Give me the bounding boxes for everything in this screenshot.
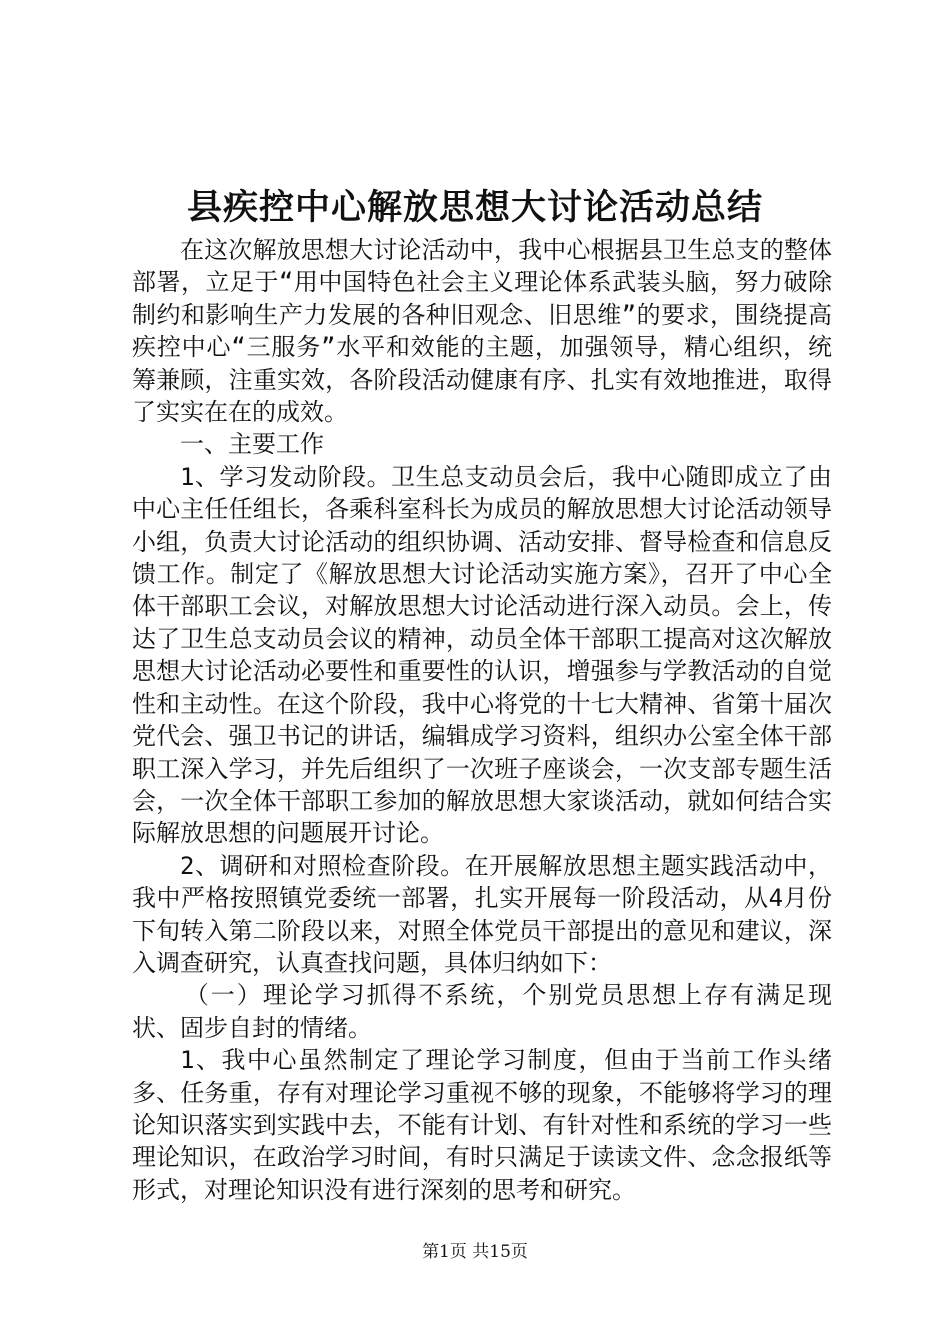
paragraph-intro: 在这次解放思想大讨论活动中，我中心根据县卫生总支的整体部署，立足于“用中国特色社会主义理论体系武装头脑，努力破除制约和影响生产力发展的各种旧观念、旧思维”的要求，围绕提高疾控中心“三服务”水平和效能的主题，加强领导，精心组织，统筹兼顾，注重实效，各阶段活动健康有序、扎实有效地推进，取得了实实在在的成效。 xyxy=(132,236,832,427)
paragraph-issue-1: （一）理论学习抓得不系统，个别党员思想上存有满足现状、固步自封的情绪。 xyxy=(132,981,832,1042)
section-heading-main-work: 一、主要工作 xyxy=(180,430,324,459)
document-body xyxy=(132,234,832,1206)
paragraph-stage-2: 2、调研和对照检查阶段。在开展解放思想主题实践活动中，我中严格按照镇党委统一部署，扎实开展每一阶段活动，从4月份下旬转入第二阶段以来，对照全体党员干部提出的意见和建议，深入调查研究，认真查找问题，具体归纳如下： xyxy=(132,851,832,977)
paragraph-issue-1-detail: 1、我中心虽然制定了理论学习制度，但由于当前工作头绪多、任务重，存有对理论学习重视不够的现象，不能够将学习的理论知识落实到实践中去，不能有计划、有针对性和系统的学习一些理论知识，在政治学习时间，有时只满足于读读文件、念念报纸等形式，对理论知识没有进行深刻的思考和研究。 xyxy=(132,1046,832,1204)
page-number-footer: 第1页 共15页 xyxy=(422,1242,528,1262)
document-title: 县疾控中心解放思想大讨论活动总结 xyxy=(186,187,763,228)
paragraph-stage-1: 1、学习发动阶段。卫生总支动员会后，我中心随即成立了由中心主任任组长，各乘科室科长为成员的解放思想大讨论活动领导小组，负责大讨论活动的组织协调、活动安排、督导检查和信息反馈工作。制定了《解放思想大讨论活动实施方案》，召开了中心全体干部职工会议，对解放思想大讨论活动进行深入动员。会上，传达了卫生总支动员会议的精神，动员全体干部职工提高对这次解放思想大讨论活动必要性和重要性的认识，增强参与学教活动的自觉性和主动性。在这个阶段，我中心将党的十七大精神、省第十届次党代会、强卫书记的讲话，编辑成学习资料，组织办公室全体干部职工深入学习，并先后组织了一次班子座谈会，一次支部专题生活会，一次全体干部职工参加的解放思想大家谈活动，就如何结合实际解放思想的问题展开讨论。 xyxy=(132,462,832,848)
